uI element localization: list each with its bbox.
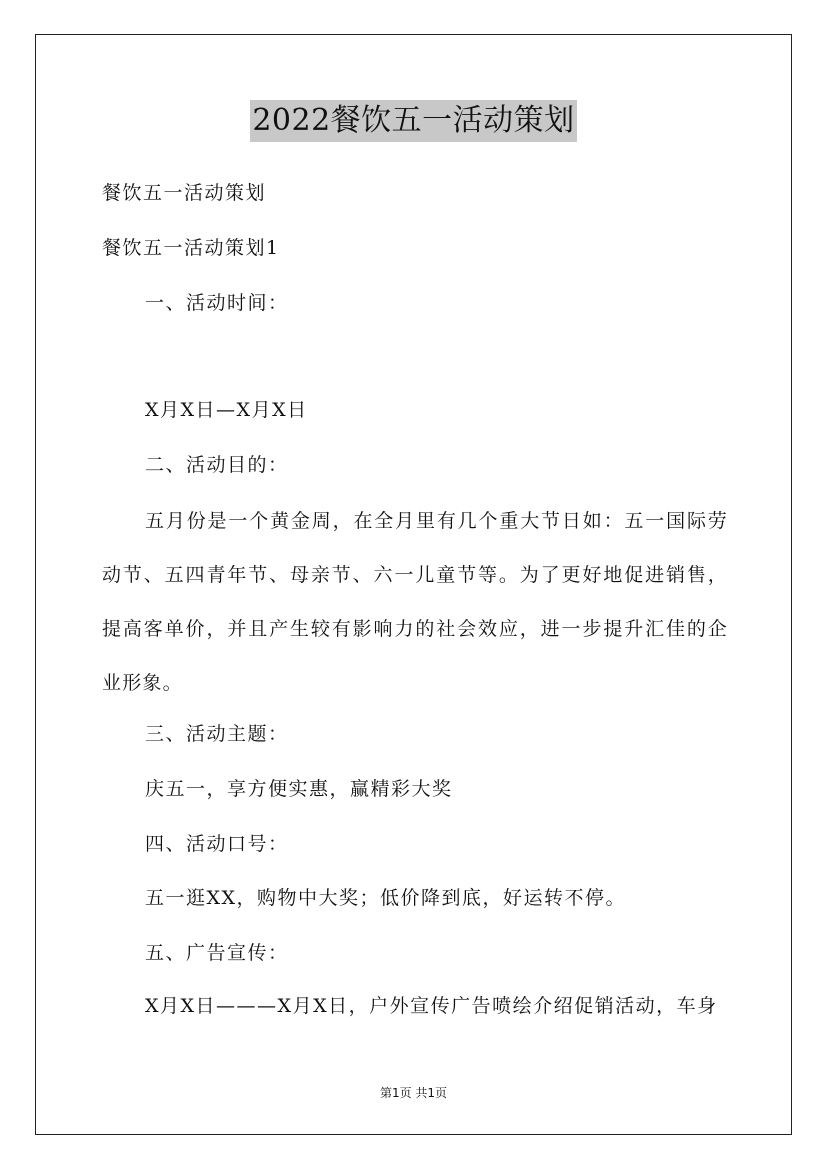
theme-text: 庆五一，享方便实惠，赢精彩大奖 (145, 778, 453, 800)
document-title: 2022餐饮五一活动策划 (250, 100, 576, 142)
ad-text: X月X日———X月X日，户外宣传广告喷绘介绍促销活动，车身 (145, 995, 718, 1017)
subtitle-1: 餐饮五一活动策划1 (102, 237, 280, 259)
section-heading-slogan: 四、活动口号： (145, 833, 289, 855)
section-heading-time: 一、活动时间： (145, 292, 289, 314)
section-heading-purpose: 二、活动目的： (145, 454, 289, 476)
subtitle: 餐饮五一活动策划 (102, 182, 267, 204)
purpose-paragraph: 五月份是一个黄金周，在全月里有几个重大节日如：五一国际劳动节、五四青年节、母亲节、六一儿童节等。为了更好地促进销售，提高客单价，并且产生较有影响力的社会效应，进一步提升汇佳的企业形象。 (102, 510, 728, 694)
section-heading-theme: 三、活动主题： (145, 723, 289, 745)
page-footer: 第1页 共1页 (379, 1086, 448, 1100)
date-range: X月X日—X月X日 (145, 399, 308, 421)
title-wrap (0, 100, 827, 142)
section-heading-ad: 五、广告宣传： (145, 942, 289, 964)
slogan-text: 五一逛XX，购物中大奖；低价降到底，好运转不停。 (145, 887, 627, 909)
